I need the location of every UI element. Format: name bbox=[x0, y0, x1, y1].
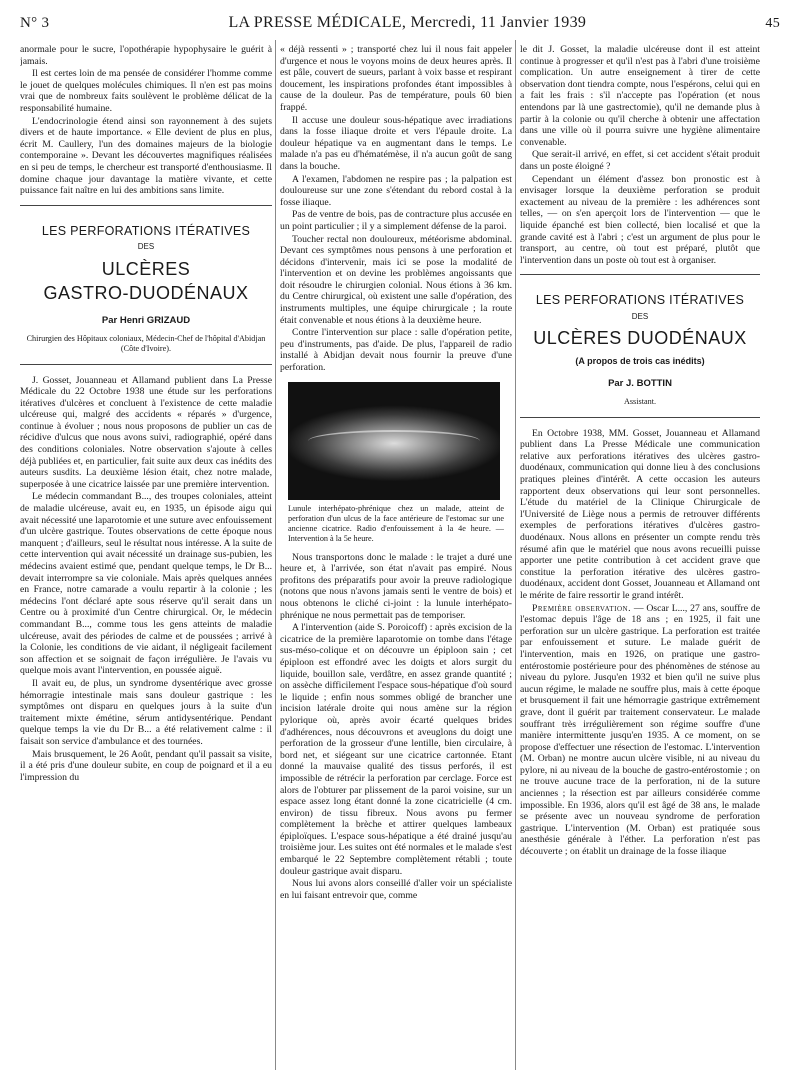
paragraph: A l'examen, l'abdomen ne respire pas ; la palpation est douloureuse sur une zone s'étendant du rebord costal à la fosse iliaque. bbox=[280, 173, 512, 208]
article-des: DES bbox=[631, 311, 649, 321]
article-des: DES bbox=[137, 242, 155, 252]
observation-text: — Oscar L..., 27 ans, souffre de l'estomac depuis l'âge de 18 ans ; en 1925, il fait une perforation sur un ulcère gastrique. La perforation est traitée par enfouissement et suture. Le malade guérit de l'intervention, mais en 1926, on pratique une gastro-entérostomie postérieure pour des phénomènes de sténose au niveau du pylore. Jusqu'en 1932 et bien qu'il ne suive plus aucun régime, le malade ne souffre plus, mais à cette époque et brusquement il fait une hémorragie gastrique extrêmement grave, dont il guérit par traitement conservateur. Le malade souffrant très irrégulièrement son régime souffre d'une manière intermittente jusqu'en 1935. A ce moment, on se propose d'effectuer une résection de l'estomac. L'intervention (M. Orban) ne montre aucun ulcère visible, ni au niveau du pylore, ni au niveau de la bouche de gastro-entérostomie ; on ne trouve aucune trace de la perforation, ni de la suture anciennes ; la résection est par ailleurs considérée comme impossible. En 1936, alors qu'il est âgé de 38 ans, le malade se présente avec un nouveau syndrome de perforation gastrique. L'intervention (M. Orban) est pratiquée sous anesthésie générale à l'éther. La perforation n'est pas découverte ; on établit un drainage de la fosse iliaque bbox=[520, 602, 760, 858]
column-middle bbox=[280, 44, 512, 1074]
paragraph: Nous transportons donc le malade : le trajet a duré une heure et, à l'arrivée, son état n'avait pas empiré. Nous profitons des préparatifs pour avoir la preuve radiologique (notons que nous n'avons jamais senti le ventre de bois) et nous obtenons le cliché ci-joint : la lunule interhépato-phrénique ne nous permettait pas de temporiser. bbox=[280, 551, 512, 621]
paragraph: A l'intervention (aide S. Poroicoff) : après excision de la cicatrice de la première laparotomie on tombe dans l'étage sus-méso-colique et on découvre un épiploon sain ; cet épiploon est effondré avec les doigts et alors surgit du liquide, bouillon sale, verdâtre, en assez grande quantité ; on assèche difficilement l'espace sous-hépatique d'où sourd le liquide ; enfin nous sommes obligé de brancher une incision latérale droite qui nous amène sur la région pylorique où, après avoir écarté quelques brides d'adhérences, nous découvrons et aveuglons du doigt une perforation de la grosseur d'une lentille, bien circulaire, à bord net, et siégeant sur une cicatrice cartonnée. Etant donné la mauvaise qualité des tissus perforés, il est impossible de rétrécir la perforation par cerclage. Force est alors de l'obturer par plissement de la paroi voisine, sur un espace assez long étant donné la zone cicatricielle (4 cm. environ) de tissu fibreux. Nous avons pu fermer complètement la brèche et attirer quelques lambeaux épiploïques. L'espace sous-hépatique a été drainé jusqu'au troisième jour. Les suites ont été normales et le malade s'est embarqué le 22 Septembre complètement rétabli ; toute douleur gastrique avait disparu. bbox=[280, 622, 512, 877]
column-left bbox=[20, 44, 272, 1074]
column-rule bbox=[515, 40, 516, 1070]
paragraph: En Octobre 1938, MM. Gosset, Jouanneau et Allamand publient dans La Presse Médicale une communication relative aux perforations itératives des ulcères gastro-duodénaux, communication qui donne lieu à des conclusions pratiques pleines d'intérêt. A cette occasion les auteurs rapportent deux observations qui leur sont personnelles. L'étude du matériel de la Clinique Chirurgicale de l'Université de Liège nous a permis de retrouver différents exemples de perforations itératives d'ulcères gastro-duodénaux. Nous allons en présenter un compte rendu très résumé afin que le matériel que nous avons recueilli puisse apporter une petite contribution à cet accident grave que constitue la perforation itérative des ulcères gastro-duodénaux, accident dont Gosset, Jouanneau et Allamand ont le mérite de faire ressortir le grand intérêt. bbox=[520, 427, 760, 601]
article-separator bbox=[520, 417, 760, 418]
paragraph: Toucher rectal non douloureux, météorisme abdominal. Devant ces symptômes nous pensons à une perforation et décidons d'intervenir, mais ici se pose la modalité de l'intervention et on devine les problèmes angoissants que doit résoudre le chirurgien colonial. Nous étions à 36 km. du Centre chirurgical, où existent une salle d'opération, des instruments multiples, une équipe chirurgicale ; la route était convenable et nous étions à la deuxième heure. bbox=[280, 233, 512, 326]
article-title: ULCÈRES DUODÉNAUX bbox=[533, 328, 747, 349]
radiograph-image bbox=[288, 382, 500, 500]
issue-number: N° 3 bbox=[20, 15, 50, 31]
paragraph: Pas de ventre de bois, pas de contracture plus accusée en un point particulier ; il y a simplement défense de la paroi. bbox=[280, 209, 512, 232]
article-heading bbox=[20, 223, 272, 354]
paragraph: Mais brusquement, le 26 Août, pendant qu'il passait sa visite, il a été pris d'une douleur subite, en coup de poignard et il a eu l'impression du bbox=[20, 748, 272, 783]
observation-label: Première observation. bbox=[532, 602, 631, 614]
paragraph: Le médecin commandant B..., des troupes coloniales, atteint de maladie ulcéreuse, avait eu, en 1935, un épisode aigu qui avait nécessité une laparotomie et une suture avec enfouissement d'un ulcère gastrique. Toutes observations de cette époque nous manquent ; d'ailleurs, seul le résultat nous intéresse. A la suite de cette intervention qui avait nécessité un drainage sus-pubien, les médecins avaient estimé que, pendant quelque temps, le Dr B... devait interrompre sa vie coloniale. Mais après quelques années en France, notre camarade a voulu repartir à la colonie ; les médecins l'ont déclaré apte sous réserve qu'il serait dans un Centre ou à proximité d'un Centre chirurgical. Or, le médecin commandant B..., comme tous les gens atteints de maladie ulcéreuse, avait des périodes de calme et de poussées ; arrivé à la Colonie, les conditions de vie aidant, il négligeait facilement son affection et se soignait de façon irrégulière. Je l'avais vu quelque mois avant l'intervention, en poussée aiguë. bbox=[20, 491, 272, 677]
article-kicker: LES PERFORATIONS ITÉRATIVES bbox=[535, 293, 745, 308]
masthead: LA PRESSE MÉDICALE, Mercredi, 11 Janvier 1939 bbox=[228, 14, 587, 31]
page-number: 45 bbox=[765, 16, 780, 31]
article-subtitle: (A propos de trois cas inédits) bbox=[575, 356, 705, 367]
paragraph: L'endocrinologie étend ainsi son rayonnement à des sujets divers et de haute importance. « Elle devient de plus en plus, écrit M. Caullery, l'un des domaines majeurs de la biologie contemporaine ». Devant les découvertes magnifiques réalisées en si peu de temps, le chercheur est transporté d'enthousiasme. Il domine chaque jour davantage la matière vivante, et cette puissance fait naître en lui des ambitions sans limite. bbox=[20, 115, 272, 197]
page-header bbox=[20, 14, 780, 40]
paragraph bbox=[520, 603, 760, 858]
paragraph: Nous lui avons alors conseillé d'aller voir un spécialiste en lui faisant entrevoir que, comme bbox=[280, 878, 512, 901]
article-byline: Par Henri GRIZAUD bbox=[101, 314, 191, 326]
column-right bbox=[520, 44, 760, 1074]
paragraph: anormale pour le sucre, l'opothérapie hypophysaire le guérit à jamais. bbox=[20, 44, 272, 67]
figure-caption: Lunule interhépato-phrénique chez un malade, atteint de perforation d'un ulcus de la face antérieure de l'estomac sur une ancienne cicatrice. Radio d'enfouissement à la 4e heure. — Intervention à la 5e heure. bbox=[288, 503, 504, 543]
article-kicker: LES PERFORATIONS ITÉRATIVES bbox=[41, 223, 251, 238]
article-title: GASTRO-DUODÉNAUX bbox=[43, 282, 249, 303]
article-title: ULCÈRES bbox=[101, 258, 191, 279]
paragraph: J. Gosset, Jouanneau et Allamand publient dans La Presse Médicale du 22 Octobre 1938 une étude sur les perforations itératives d'ulcères et concluent à l'existence de cette maladie ulcéreuse qui, malgré des accidents « réparés » d'urgence, continue à évoluer ; nous nous proposons de publier un cas de récidive d'ulcus que nous avons suivi, radiographié, opéré dans des conditions coloniales. Notre observation s'ajoute à celles déjà publiées et, en particulier, fait suite aux deux cas inédits des auteurs susdits. La deuxième lésion était, chez notre malade, superposée à une cicatrice laissée par une première intervention. bbox=[20, 374, 272, 490]
paragraph: Il avait eu, de plus, un syndrome dysentérique avec grosse hémorragie intestinale mais sans douleur gastrique : les symptômes ont disparu en quelques jours à la suite d'un traitement mixte émétine, sérum antidysentérique. Pendant quelque temps la vie du Dr B... a été relativement calme : il faisait son service d'ambulance et des tournées. bbox=[20, 677, 272, 747]
paragraph: « déjà ressenti » ; transporté chez lui il nous fait appeler d'urgence et nous le voyons moins de deux heures après. Il est pâle, couvert de sueurs, parlant à voix basse et respirant doucement, les inspirations profondes étant impossibles à cause de la douleur. Pas de température, pouls 60 bien frappé. bbox=[280, 44, 512, 113]
article-separator bbox=[520, 274, 760, 275]
article-separator bbox=[20, 364, 272, 365]
article-affiliation: Chirurgien des Hôpitaux coloniaux, Médecin-Chef de l'hôpital d'Abidjan (Côte d'Ivoire). bbox=[26, 333, 266, 353]
article-affiliation: Assistant. bbox=[623, 396, 657, 406]
article-heading bbox=[520, 295, 760, 406]
paragraph: Il est certes loin de ma pensée de considérer l'homme comme le jouet de quelques molécules chimiques. Il n'en est pas moins vrai que de nombreux faits soulèvent le problème délicat de la responsabilité humaine. bbox=[20, 68, 272, 114]
article-separator bbox=[20, 205, 272, 206]
article-byline: Par J. BOTTIN bbox=[608, 378, 672, 390]
paragraph: Cependant un élément d'assez bon pronostic est à envisager lorsque la deuxième perforation se produit exactement au niveau de la première : les adhérences sont telles, — on s'en aperçoit lors de l'intervention — que le liquide épanché est bien collecté, bien localisé et que la grande cavité est à l'abri ; c'est un argument de plus pour le transport, au centre, où tout est préparé, plutôt que l'intervention dans un poste où tout est à organiser. bbox=[520, 173, 760, 266]
paragraph: Contre l'intervention sur place : salle d'opération petite, peu d'instruments, pas d'aide. De plus, l'appareil de radio installé à Abidjan devait nous fournir la preuve d'une perforation. bbox=[280, 327, 512, 374]
paragraph: Il accuse une douleur sous-hépatique avec irradiations dans la fosse iliaque droite et vers l'épaule droite. La douleur hépatique va en augmentant dans le temps. Le malade n'a pas eu d'hématémèse, il n'a aucun goût de sang dans la bouche. bbox=[280, 114, 512, 172]
paragraph: le dit J. Gosset, la maladie ulcéreuse dont il est atteint continue à progresser et qu'il n'est pas à l'abri d'une troisième complication. Un autre enseignement à tirer de cette observation dont tiendra compte, nous l'espérons, celui qui en a fait les frais : s'il n'accepte pas l'opération (et nous entendons par là une gastrectomie), qu'il ne demande plus à partir à la colonie ou qu'il cherche à obtenir une affectation dans une ville où il pourra suivre une hygiène alimentaire convenable. bbox=[520, 44, 760, 148]
paragraph: Que serait-il arrivé, en effet, si cet accident s'était produit dans un poste éloigné ? bbox=[520, 149, 760, 172]
column-rule bbox=[275, 40, 276, 1070]
